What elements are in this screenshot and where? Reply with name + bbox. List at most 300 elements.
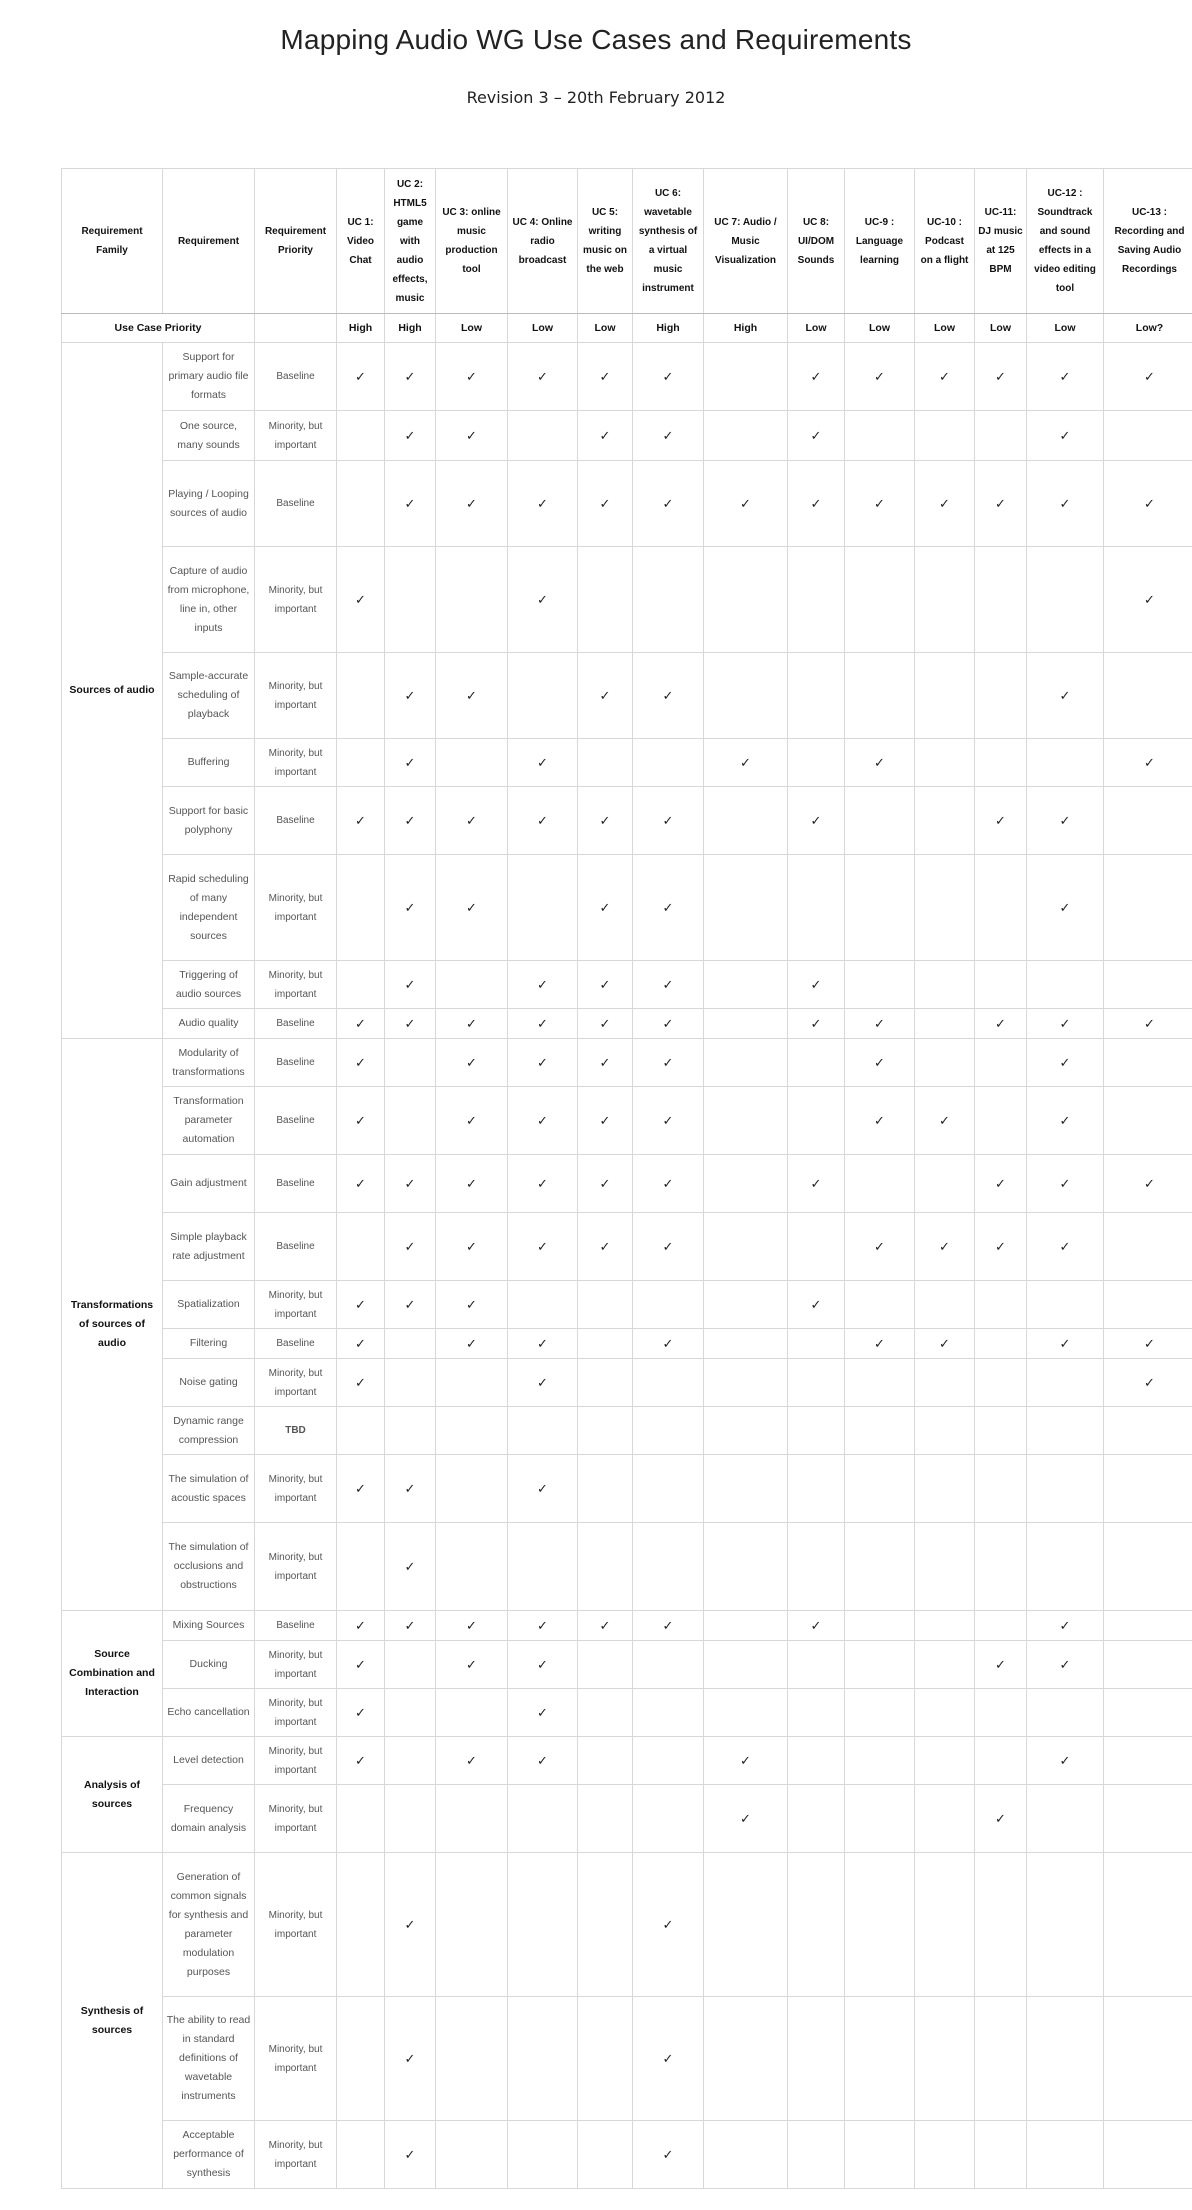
empty-cell bbox=[578, 1281, 633, 1329]
check-mark-icon: ✓ bbox=[788, 411, 845, 461]
check-mark-icon: ✓ bbox=[436, 1213, 508, 1281]
empty-cell bbox=[788, 1455, 845, 1523]
requirement-cell: Echo cancellation bbox=[163, 1689, 255, 1737]
check-mark-icon: ✓ bbox=[633, 855, 704, 961]
empty-cell bbox=[915, 1281, 975, 1329]
uc-priority-11: Low bbox=[975, 314, 1027, 343]
check-mark-icon: ✓ bbox=[1027, 1329, 1104, 1359]
empty-cell bbox=[436, 547, 508, 653]
empty-cell bbox=[975, 1039, 1027, 1087]
table-row bbox=[62, 1359, 1192, 1407]
empty-cell bbox=[1027, 1689, 1104, 1737]
empty-cell bbox=[337, 961, 385, 1009]
empty-cell bbox=[704, 1155, 788, 1213]
check-mark-icon: ✓ bbox=[704, 1737, 788, 1785]
uc-priority-6: High bbox=[633, 314, 704, 343]
header-uc-6: UC 6: wavetable synthesis of a virtual music instrument bbox=[633, 169, 704, 314]
table-row bbox=[62, 2121, 1192, 2189]
empty-cell bbox=[975, 1455, 1027, 1523]
header-uc-5: UC 5: writing music on the web bbox=[578, 169, 633, 314]
check-mark-icon: ✓ bbox=[436, 1155, 508, 1213]
header-row bbox=[62, 169, 1192, 314]
check-mark-icon: ✓ bbox=[633, 961, 704, 1009]
check-mark-icon: ✓ bbox=[1027, 343, 1104, 411]
check-mark-icon: ✓ bbox=[915, 461, 975, 547]
requirement-priority-cell: Minority, but important bbox=[255, 411, 337, 461]
empty-cell bbox=[508, 1853, 578, 1997]
empty-cell bbox=[436, 1407, 508, 1455]
empty-cell bbox=[1027, 1281, 1104, 1329]
uc-priority-2: High bbox=[385, 314, 436, 343]
check-mark-icon: ✓ bbox=[788, 787, 845, 855]
check-mark-icon: ✓ bbox=[385, 1611, 436, 1641]
header-uc-2: UC 2: HTML5 game with audio effects, music bbox=[385, 169, 436, 314]
empty-cell bbox=[788, 1997, 845, 2121]
check-mark-icon: ✓ bbox=[508, 1611, 578, 1641]
check-mark-icon: ✓ bbox=[1027, 1155, 1104, 1213]
empty-cell bbox=[436, 961, 508, 1009]
check-mark-icon: ✓ bbox=[1027, 1213, 1104, 1281]
empty-cell bbox=[578, 1407, 633, 1455]
empty-cell bbox=[704, 1455, 788, 1523]
check-mark-icon: ✓ bbox=[1104, 547, 1192, 653]
empty-cell bbox=[1104, 1087, 1192, 1155]
check-mark-icon: ✓ bbox=[788, 1281, 845, 1329]
empty-cell bbox=[704, 547, 788, 653]
empty-cell bbox=[975, 1997, 1027, 2121]
check-mark-icon: ✓ bbox=[508, 1039, 578, 1087]
empty-cell bbox=[788, 1737, 845, 1785]
empty-cell bbox=[915, 1009, 975, 1039]
table-row bbox=[62, 1329, 1192, 1359]
uc-priority-13: Low? bbox=[1104, 314, 1192, 343]
check-mark-icon: ✓ bbox=[633, 1009, 704, 1039]
empty-cell bbox=[385, 1641, 436, 1689]
requirement-priority-cell: Minority, but important bbox=[255, 1997, 337, 2121]
empty-cell bbox=[385, 1737, 436, 1785]
check-mark-icon: ✓ bbox=[385, 855, 436, 961]
check-mark-icon: ✓ bbox=[436, 1281, 508, 1329]
requirement-cell: Generation of common signals for synthesis and parameter modulation purposes bbox=[163, 1853, 255, 1997]
check-mark-icon: ✓ bbox=[508, 1641, 578, 1689]
empty-cell bbox=[385, 1689, 436, 1737]
check-mark-icon: ✓ bbox=[337, 1611, 385, 1641]
requirement-priority-cell: Baseline bbox=[255, 1329, 337, 1359]
empty-cell bbox=[337, 1853, 385, 1997]
table-row bbox=[62, 787, 1192, 855]
empty-cell bbox=[975, 2121, 1027, 2189]
check-mark-icon: ✓ bbox=[1104, 739, 1192, 787]
empty-cell bbox=[915, 547, 975, 653]
empty-cell bbox=[436, 1359, 508, 1407]
empty-cell bbox=[337, 1407, 385, 1455]
empty-cell bbox=[915, 739, 975, 787]
empty-cell bbox=[704, 961, 788, 1009]
check-mark-icon: ✓ bbox=[1104, 1009, 1192, 1039]
requirement-priority-cell: Minority, but important bbox=[255, 855, 337, 961]
empty-cell bbox=[915, 1359, 975, 1407]
empty-cell bbox=[975, 1407, 1027, 1455]
check-mark-icon: ✓ bbox=[845, 1039, 915, 1087]
header-requirement: Requirement bbox=[163, 169, 255, 314]
requirement-cell: Level detection bbox=[163, 1737, 255, 1785]
check-mark-icon: ✓ bbox=[337, 1641, 385, 1689]
empty-cell bbox=[385, 1785, 436, 1853]
empty-cell bbox=[975, 1329, 1027, 1359]
check-mark-icon: ✓ bbox=[508, 1359, 578, 1407]
empty-cell bbox=[633, 1281, 704, 1329]
empty-cell bbox=[704, 1329, 788, 1359]
check-mark-icon: ✓ bbox=[788, 961, 845, 1009]
empty-cell bbox=[915, 1407, 975, 1455]
check-mark-icon: ✓ bbox=[1027, 1039, 1104, 1087]
check-mark-icon: ✓ bbox=[1027, 1087, 1104, 1155]
header-uc-3: UC 3: online music production tool bbox=[436, 169, 508, 314]
check-mark-icon: ✓ bbox=[337, 1009, 385, 1039]
table-row bbox=[62, 343, 1192, 411]
check-mark-icon: ✓ bbox=[385, 739, 436, 787]
check-mark-icon: ✓ bbox=[436, 1641, 508, 1689]
empty-cell bbox=[337, 653, 385, 739]
empty-cell bbox=[578, 547, 633, 653]
check-mark-icon: ✓ bbox=[915, 1213, 975, 1281]
empty-cell bbox=[633, 1689, 704, 1737]
check-mark-icon: ✓ bbox=[337, 343, 385, 411]
empty-cell bbox=[337, 1785, 385, 1853]
empty-cell bbox=[975, 1611, 1027, 1641]
empty-cell bbox=[337, 411, 385, 461]
check-mark-icon: ✓ bbox=[633, 343, 704, 411]
use-case-priority-label: Use Case Priority bbox=[62, 314, 255, 343]
empty-cell bbox=[915, 787, 975, 855]
empty-cell bbox=[385, 1359, 436, 1407]
check-mark-icon: ✓ bbox=[337, 547, 385, 653]
check-mark-icon: ✓ bbox=[633, 1997, 704, 2121]
empty-cell bbox=[975, 739, 1027, 787]
requirements-table-container bbox=[61, 168, 1192, 2189]
requirement-cell: Ducking bbox=[163, 1641, 255, 1689]
empty-cell bbox=[915, 1689, 975, 1737]
empty-cell bbox=[788, 1523, 845, 1611]
empty-cell bbox=[915, 1785, 975, 1853]
check-mark-icon: ✓ bbox=[578, 653, 633, 739]
check-mark-icon: ✓ bbox=[337, 1737, 385, 1785]
empty-cell bbox=[915, 2121, 975, 2189]
check-mark-icon: ✓ bbox=[508, 1329, 578, 1359]
check-mark-icon: ✓ bbox=[578, 411, 633, 461]
empty-cell bbox=[704, 1997, 788, 2121]
empty-cell bbox=[508, 1523, 578, 1611]
header-family: Requirement Family bbox=[62, 169, 163, 314]
check-mark-icon: ✓ bbox=[1027, 1009, 1104, 1039]
check-mark-icon: ✓ bbox=[436, 411, 508, 461]
check-mark-icon: ✓ bbox=[704, 461, 788, 547]
empty-cell bbox=[788, 1329, 845, 1359]
empty-cell bbox=[788, 1407, 845, 1455]
check-mark-icon: ✓ bbox=[337, 1329, 385, 1359]
check-mark-icon: ✓ bbox=[975, 1155, 1027, 1213]
table-row bbox=[62, 1039, 1192, 1087]
empty-cell bbox=[1104, 653, 1192, 739]
table-row bbox=[62, 1737, 1192, 1785]
empty-cell bbox=[436, 1455, 508, 1523]
check-mark-icon: ✓ bbox=[788, 343, 845, 411]
empty-cell bbox=[975, 961, 1027, 1009]
header-uc-13: UC-13 : Recording and Saving Audio Recordings bbox=[1104, 169, 1192, 314]
empty-cell bbox=[975, 1853, 1027, 1997]
requirement-priority-cell: Minority, but important bbox=[255, 739, 337, 787]
empty-cell bbox=[704, 411, 788, 461]
empty-cell bbox=[975, 1523, 1027, 1611]
check-mark-icon: ✓ bbox=[788, 1155, 845, 1213]
table-row bbox=[62, 1213, 1192, 1281]
check-mark-icon: ✓ bbox=[975, 1213, 1027, 1281]
empty-cell bbox=[1104, 1737, 1192, 1785]
requirement-priority-cell: Minority, but important bbox=[255, 1523, 337, 1611]
empty-cell bbox=[508, 1281, 578, 1329]
empty-cell bbox=[436, 739, 508, 787]
empty-cell bbox=[788, 855, 845, 961]
empty-cell bbox=[578, 2121, 633, 2189]
check-mark-icon: ✓ bbox=[975, 461, 1027, 547]
empty-cell bbox=[915, 1611, 975, 1641]
table-row bbox=[62, 1281, 1192, 1329]
empty-cell bbox=[845, 2121, 915, 2189]
empty-cell bbox=[845, 653, 915, 739]
empty-cell bbox=[845, 855, 915, 961]
requirement-priority-cell: Minority, but important bbox=[255, 1359, 337, 1407]
check-mark-icon: ✓ bbox=[508, 1087, 578, 1155]
check-mark-icon: ✓ bbox=[788, 461, 845, 547]
uc-priority-9: Low bbox=[845, 314, 915, 343]
table-row bbox=[62, 1785, 1192, 1853]
empty-cell bbox=[704, 1213, 788, 1281]
requirement-priority-cell: Minority, but important bbox=[255, 1281, 337, 1329]
table-row bbox=[62, 1455, 1192, 1523]
check-mark-icon: ✓ bbox=[508, 1737, 578, 1785]
requirement-priority-cell: Baseline bbox=[255, 461, 337, 547]
check-mark-icon: ✓ bbox=[436, 1329, 508, 1359]
header-uc-10: UC-10 : Podcast on a flight bbox=[915, 169, 975, 314]
table-row bbox=[62, 461, 1192, 547]
check-mark-icon: ✓ bbox=[578, 1009, 633, 1039]
requirement-priority-cell: Minority, but important bbox=[255, 653, 337, 739]
empty-cell bbox=[1027, 1785, 1104, 1853]
check-mark-icon: ✓ bbox=[845, 1329, 915, 1359]
header-uc-8: UC 8: UI/DOM Sounds bbox=[788, 169, 845, 314]
check-mark-icon: ✓ bbox=[385, 653, 436, 739]
empty-cell bbox=[1104, 1213, 1192, 1281]
empty-cell bbox=[788, 1689, 845, 1737]
empty-cell bbox=[704, 1039, 788, 1087]
check-mark-icon: ✓ bbox=[975, 1785, 1027, 1853]
empty-cell bbox=[845, 1997, 915, 2121]
check-mark-icon: ✓ bbox=[436, 461, 508, 547]
requirement-cell: Support for basic polyphony bbox=[163, 787, 255, 855]
empty-cell bbox=[578, 1785, 633, 1853]
empty-cell bbox=[436, 2121, 508, 2189]
requirement-priority-cell: Baseline bbox=[255, 1155, 337, 1213]
empty-cell bbox=[1104, 1407, 1192, 1455]
requirement-cell: Sample-accurate scheduling of playback bbox=[163, 653, 255, 739]
empty-cell bbox=[915, 855, 975, 961]
empty-cell bbox=[337, 461, 385, 547]
check-mark-icon: ✓ bbox=[436, 1009, 508, 1039]
empty-cell bbox=[1104, 961, 1192, 1009]
requirements-table-body bbox=[62, 343, 1192, 2189]
empty-cell bbox=[1104, 1611, 1192, 1641]
empty-cell bbox=[788, 653, 845, 739]
use-case-priority-spacer bbox=[255, 314, 337, 343]
empty-cell bbox=[633, 1455, 704, 1523]
uc-priority-7: High bbox=[704, 314, 788, 343]
empty-cell bbox=[337, 1523, 385, 1611]
check-mark-icon: ✓ bbox=[633, 411, 704, 461]
check-mark-icon: ✓ bbox=[915, 343, 975, 411]
empty-cell bbox=[578, 1329, 633, 1359]
requirement-priority-cell: Baseline bbox=[255, 1009, 337, 1039]
empty-cell bbox=[704, 343, 788, 411]
empty-cell bbox=[337, 2121, 385, 2189]
table-row bbox=[62, 1523, 1192, 1611]
uc-priority-5: Low bbox=[578, 314, 633, 343]
empty-cell bbox=[915, 1523, 975, 1611]
empty-cell bbox=[1104, 2121, 1192, 2189]
empty-cell bbox=[1027, 1997, 1104, 2121]
header-uc-7: UC 7: Audio / Music Visualization bbox=[704, 169, 788, 314]
requirement-priority-cell: Minority, but important bbox=[255, 1853, 337, 1997]
check-mark-icon: ✓ bbox=[436, 1039, 508, 1087]
check-mark-icon: ✓ bbox=[385, 1009, 436, 1039]
empty-cell bbox=[1104, 855, 1192, 961]
table-row bbox=[62, 1641, 1192, 1689]
requirement-priority-cell: Minority, but important bbox=[255, 1455, 337, 1523]
check-mark-icon: ✓ bbox=[845, 1009, 915, 1039]
empty-cell bbox=[975, 411, 1027, 461]
check-mark-icon: ✓ bbox=[385, 1281, 436, 1329]
empty-cell bbox=[845, 547, 915, 653]
empty-cell bbox=[1104, 1039, 1192, 1087]
empty-cell bbox=[845, 1737, 915, 1785]
empty-cell bbox=[337, 1213, 385, 1281]
requirement-priority-cell: Minority, but important bbox=[255, 1641, 337, 1689]
empty-cell bbox=[436, 1853, 508, 1997]
empty-cell bbox=[975, 653, 1027, 739]
empty-cell bbox=[704, 1281, 788, 1329]
uc-priority-10: Low bbox=[915, 314, 975, 343]
check-mark-icon: ✓ bbox=[1104, 1155, 1192, 1213]
check-mark-icon: ✓ bbox=[578, 1611, 633, 1641]
requirement-priority-cell: Baseline bbox=[255, 1611, 337, 1641]
requirement-cell: Dynamic range compression bbox=[163, 1407, 255, 1455]
table-row bbox=[62, 1407, 1192, 1455]
empty-cell bbox=[385, 1329, 436, 1359]
empty-cell bbox=[788, 739, 845, 787]
empty-cell bbox=[915, 961, 975, 1009]
check-mark-icon: ✓ bbox=[1104, 343, 1192, 411]
empty-cell bbox=[704, 1009, 788, 1039]
empty-cell bbox=[915, 411, 975, 461]
empty-cell bbox=[975, 547, 1027, 653]
document-title: Mapping Audio WG Use Cases and Requirements bbox=[280, 24, 912, 55]
empty-cell bbox=[337, 1997, 385, 2121]
empty-cell bbox=[633, 1785, 704, 1853]
check-mark-icon: ✓ bbox=[633, 1213, 704, 1281]
requirement-cell: Acceptable performance of synthesis bbox=[163, 2121, 255, 2189]
use-case-priority-row bbox=[62, 314, 1192, 343]
empty-cell bbox=[385, 1407, 436, 1455]
check-mark-icon: ✓ bbox=[436, 1737, 508, 1785]
empty-cell bbox=[1027, 1359, 1104, 1407]
empty-cell bbox=[1104, 1281, 1192, 1329]
check-mark-icon: ✓ bbox=[337, 1359, 385, 1407]
empty-cell bbox=[1027, 547, 1104, 653]
empty-cell bbox=[975, 1087, 1027, 1155]
header-uc-12: UC-12 : Soundtrack and sound effects in a video editing tool bbox=[1027, 169, 1104, 314]
empty-cell bbox=[1104, 1455, 1192, 1523]
empty-cell bbox=[1027, 961, 1104, 1009]
requirement-priority-cell: Baseline bbox=[255, 1039, 337, 1087]
empty-cell bbox=[915, 1641, 975, 1689]
requirement-priority-cell: Minority, but important bbox=[255, 1737, 337, 1785]
empty-cell bbox=[633, 1523, 704, 1611]
check-mark-icon: ✓ bbox=[508, 1455, 578, 1523]
check-mark-icon: ✓ bbox=[436, 343, 508, 411]
check-mark-icon: ✓ bbox=[436, 653, 508, 739]
check-mark-icon: ✓ bbox=[385, 2121, 436, 2189]
empty-cell bbox=[704, 1087, 788, 1155]
empty-cell bbox=[845, 1689, 915, 1737]
check-mark-icon: ✓ bbox=[578, 1087, 633, 1155]
empty-cell bbox=[1027, 1455, 1104, 1523]
requirement-family-cell: Analysis of sources bbox=[62, 1737, 163, 1853]
requirement-cell: Mixing Sources bbox=[163, 1611, 255, 1641]
empty-cell bbox=[704, 1359, 788, 1407]
empty-cell bbox=[1104, 787, 1192, 855]
uc-priority-3: Low bbox=[436, 314, 508, 343]
empty-cell bbox=[578, 1523, 633, 1611]
check-mark-icon: ✓ bbox=[1027, 653, 1104, 739]
empty-cell bbox=[788, 1641, 845, 1689]
uc-priority-12: Low bbox=[1027, 314, 1104, 343]
check-mark-icon: ✓ bbox=[337, 787, 385, 855]
check-mark-icon: ✓ bbox=[385, 1523, 436, 1611]
empty-cell bbox=[788, 1785, 845, 1853]
check-mark-icon: ✓ bbox=[1104, 1359, 1192, 1407]
empty-cell bbox=[788, 1039, 845, 1087]
empty-cell bbox=[975, 1281, 1027, 1329]
empty-cell bbox=[1104, 1689, 1192, 1737]
empty-cell bbox=[704, 1689, 788, 1737]
check-mark-icon: ✓ bbox=[1027, 1641, 1104, 1689]
requirement-priority-cell: Minority, but important bbox=[255, 2121, 337, 2189]
check-mark-icon: ✓ bbox=[633, 1853, 704, 1997]
check-mark-icon: ✓ bbox=[1027, 1737, 1104, 1785]
empty-cell bbox=[1104, 1641, 1192, 1689]
empty-cell bbox=[845, 1523, 915, 1611]
requirement-cell: Frequency domain analysis bbox=[163, 1785, 255, 1853]
empty-cell bbox=[633, 1641, 704, 1689]
requirement-cell: The ability to read in standard definitions of wavetable instruments bbox=[163, 1997, 255, 2121]
check-mark-icon: ✓ bbox=[633, 461, 704, 547]
header-priority: Requirement Priority bbox=[255, 169, 337, 314]
empty-cell bbox=[788, 2121, 845, 2189]
table-row bbox=[62, 961, 1192, 1009]
check-mark-icon: ✓ bbox=[1104, 461, 1192, 547]
check-mark-icon: ✓ bbox=[845, 343, 915, 411]
requirement-cell: One source, many sounds bbox=[163, 411, 255, 461]
empty-cell bbox=[845, 961, 915, 1009]
